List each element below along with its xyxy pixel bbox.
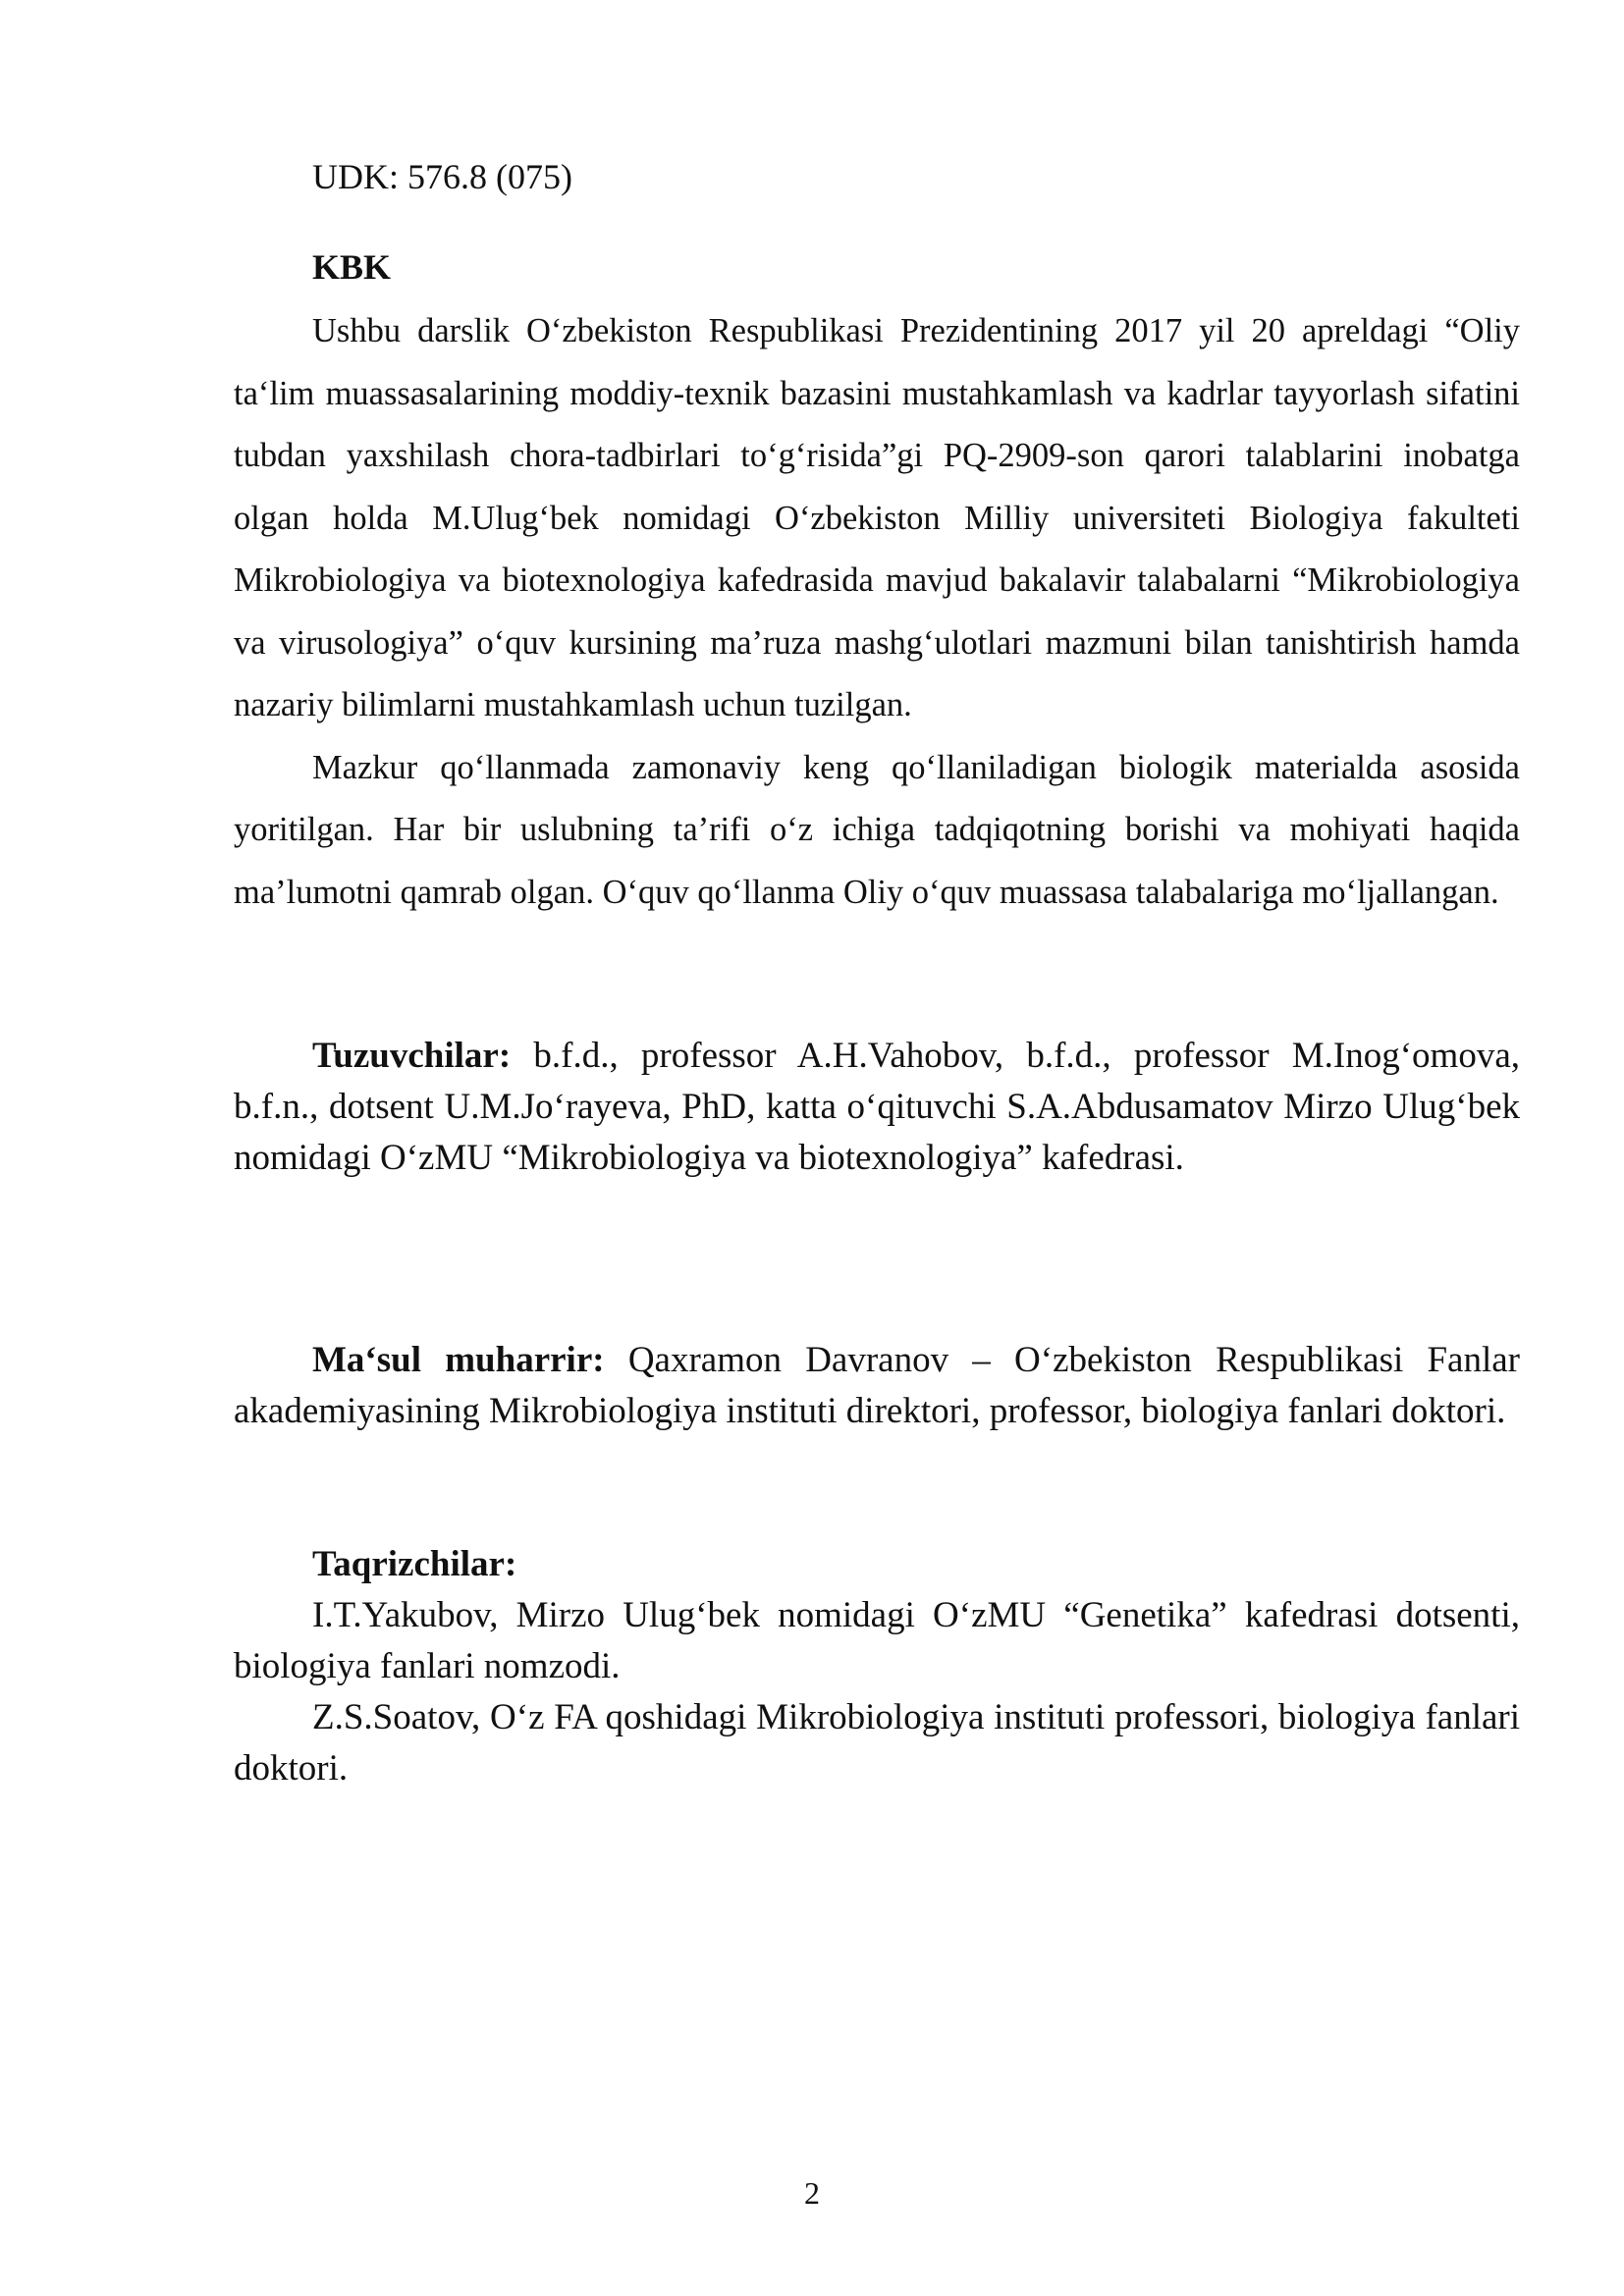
compilers-text: b.f.d., professor A.H.Vahobov, b.f.d., professor M.Inog‘omova, b.f.n., dotsent U.M.Jo‘rayeva, PhD, katta o‘qituvchi S.A.Abdusamatov Mirzo Ulug‘bek nomidagi O‘zMU “Mikrobiologiya va biotexnologiya” kafedrasi.	[234, 1036, 1521, 1178]
editor-text: Qaxramon Davranov – O‘zbekiston Respublikasi Fanlar akademiyasining Mikrobiologiya instituti direktori, professor, biologiya fanlari doktori.	[234, 1340, 1520, 1431]
compilers-section	[234, 1031, 1520, 1184]
compilers-paragraph	[234, 1031, 1520, 1184]
reviewers-label: Taqrizchilar:	[312, 1544, 517, 1584]
reviewer-2: Z.S.Soatov, O‘z FA qoshidagi Mikrobiologiya instituti professori, biologiya fanlari doktori.	[234, 1697, 1520, 1789]
udk-code: UDK: 576.8 (075)	[312, 157, 572, 196]
compilers-label: Tuzuvchilar:	[312, 1036, 512, 1076]
reviewers-section	[234, 1539, 1520, 1794]
page-number: 2	[804, 2175, 820, 2211]
intro-paragraph-1: Ushbu darslik O‘zbekiston Respublikasi Prezidentining 2017 yil 20 apreldagi “Oliy ta‘lim muassasalarining moddiy-texnik bazasini mustahkamlash va kadrlar tayyorlash sifatini tubdan yaxshilash chora-tadbirlari to‘g‘risida”gi PQ-2909-son qarori talablarini inobatga olgan holda M.Ulug‘bek nomidagi O‘zbekiston Milliy universiteti Biologiya fakulteti Mikrobiologiya va biotexnologiya kafedrasida mavjud bakalavir talabalarni “Mikrobiologiya va virusologiya” o‘quv kursining ma’ruza mashg‘ulotlari mazmuni bilan tanishtirish hamda nazariy bilimlarni mustahkamlash uchun tuzilgan.	[234, 312, 1520, 723]
reviewer-1: I.T.Yakubov, Mirzo Ulug‘bek nomidagi O‘zMU “Genetika” kafedrasi dotsenti, biologiya fanlari nomzodi.	[234, 1595, 1520, 1686]
intro-section	[234, 300, 1520, 924]
kbk-heading: KBK	[312, 247, 392, 287]
editor-section	[234, 1335, 1520, 1437]
editor-paragraph	[234, 1335, 1520, 1437]
intro-paragraph-2: Mazkur qo‘llanmada zamonaviy keng qo‘llaniladigan biologik materialda asosida yoritilgan. Har bir uslubning ta’rifi o‘z ichiga tadqiqotning borishi va mohiyati haqida ma’lumotni qamrab olgan. O‘quv qo‘llanma Oliy o‘quv muassasa talabalariga mo‘ljallangan.	[234, 748, 1520, 911]
editor-label: Ma‘sul muharrir:	[312, 1340, 605, 1380]
